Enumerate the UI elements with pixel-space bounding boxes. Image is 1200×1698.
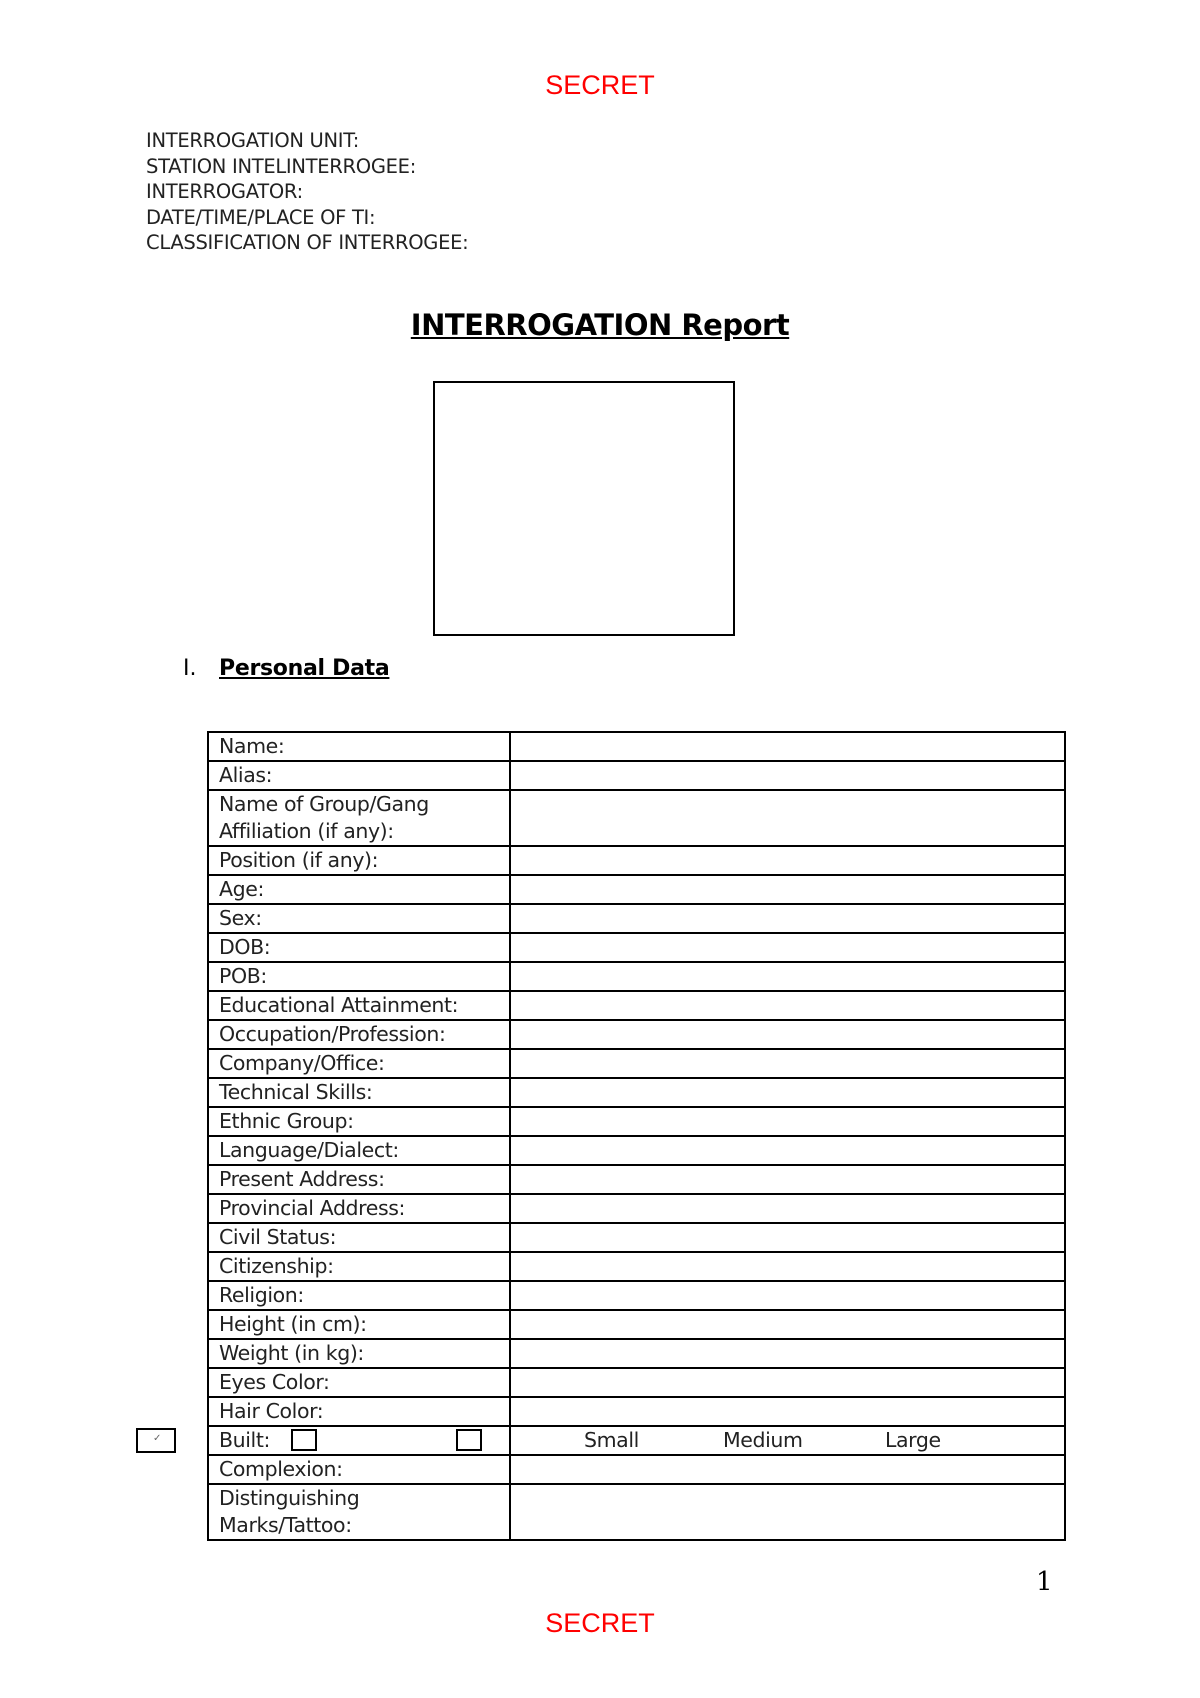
built-label-cell (208, 1426, 510, 1455)
label-age: Age: (208, 875, 510, 904)
header-field-station: STATION INTELINTERROGEE: (146, 154, 416, 178)
value-marks[interactable] (510, 1484, 1065, 1540)
built-options-cell (510, 1426, 1065, 1455)
value-dob[interactable] (510, 933, 1065, 962)
label-ethnic: Ethnic Group: (208, 1107, 510, 1136)
classification-top: SECRET (545, 70, 655, 100)
value-name[interactable] (510, 732, 1065, 761)
table-row (208, 1049, 1065, 1078)
header-field-classification: CLASSIFICATION OF INTERROGEE: (146, 231, 469, 254)
table-row (208, 1368, 1065, 1397)
label-present-address: Present Address: (208, 1165, 510, 1194)
label-marks (208, 1484, 510, 1540)
value-sex[interactable] (510, 904, 1065, 933)
label-citizenship: Citizenship: (208, 1252, 510, 1281)
table-row (208, 1397, 1065, 1426)
label-group-line2: Affiliation (if any): (219, 819, 394, 843)
label-dob: DOB: (208, 933, 510, 962)
header-field-unit: INTERROGATION UNIT: (146, 129, 359, 152)
page-title: INTERROGATION Report (410, 308, 790, 342)
photo-box (433, 381, 735, 636)
table-row (208, 846, 1065, 875)
label-marks-line1: Distinguishing (219, 1486, 360, 1510)
label-education: Educational Attainment: (208, 991, 510, 1020)
table-row (208, 1223, 1065, 1252)
value-eyes[interactable] (510, 1368, 1065, 1397)
section-title: Personal Data (219, 656, 390, 681)
value-citizenship[interactable] (510, 1252, 1065, 1281)
table-row (208, 1252, 1065, 1281)
table-row (208, 761, 1065, 790)
table-row (208, 1078, 1065, 1107)
table-row (208, 1426, 1065, 1455)
label-alias: Alias: (208, 761, 510, 790)
table-row (208, 1484, 1065, 1540)
header-field-datetime: DATE/TIME/PLACE OF TI: (146, 205, 376, 229)
checkmark-icon: ✓ (153, 1433, 162, 1444)
page-number: 1 (1036, 1567, 1053, 1597)
table-row (208, 904, 1065, 933)
table-row (208, 1310, 1065, 1339)
built-option-large[interactable]: Large (885, 1428, 941, 1452)
label-skills: Technical Skills: (208, 1078, 510, 1107)
label-group-line1: Name of Group/Gang (219, 792, 429, 816)
value-alias[interactable] (510, 761, 1065, 790)
table-row (208, 1136, 1065, 1165)
value-hair[interactable] (510, 1397, 1065, 1426)
table-row (208, 933, 1065, 962)
value-language[interactable] (510, 1136, 1065, 1165)
label-sex: Sex: (208, 904, 510, 933)
value-height[interactable] (510, 1310, 1065, 1339)
header-field-interrogator: INTERROGATOR: (146, 180, 303, 203)
value-present-address[interactable] (510, 1165, 1065, 1194)
label-civil-status: Civil Status: (208, 1223, 510, 1252)
value-weight[interactable] (510, 1339, 1065, 1368)
label-name: Name: (208, 732, 510, 761)
label-religion: Religion: (208, 1281, 510, 1310)
value-religion[interactable] (510, 1281, 1065, 1310)
table-row (208, 732, 1065, 761)
value-education[interactable] (510, 991, 1065, 1020)
value-group[interactable] (510, 790, 1065, 846)
personal-data-table (207, 731, 1066, 1541)
built-checkbox-b[interactable] (456, 1429, 482, 1451)
table-row (208, 875, 1065, 904)
table-row (208, 1107, 1065, 1136)
label-eyes: Eyes Color: (208, 1368, 510, 1397)
label-hair: Hair Color: (208, 1397, 510, 1426)
table-row (208, 1455, 1065, 1484)
built-option-medium[interactable]: Medium (723, 1428, 803, 1452)
value-ethnic[interactable] (510, 1107, 1065, 1136)
label-language: Language/Dialect: (208, 1136, 510, 1165)
table-row (208, 1020, 1065, 1049)
value-pob[interactable] (510, 962, 1065, 991)
label-height: Height (in cm): (208, 1310, 510, 1339)
table-row (208, 1165, 1065, 1194)
value-civil-status[interactable] (510, 1223, 1065, 1252)
label-pob: POB: (208, 962, 510, 991)
value-occupation[interactable] (510, 1020, 1065, 1049)
label-marks-line2: Marks/Tattoo: (219, 1513, 352, 1537)
built-checkbox-a[interactable] (291, 1429, 317, 1451)
value-provincial-address[interactable] (510, 1194, 1065, 1223)
label-group (208, 790, 510, 846)
margin-checkbox[interactable] (136, 1428, 176, 1453)
value-age[interactable] (510, 875, 1065, 904)
header-fields (146, 128, 468, 256)
value-company[interactable] (510, 1049, 1065, 1078)
value-position[interactable] (510, 846, 1065, 875)
label-built: Built: (219, 1428, 270, 1452)
value-skills[interactable] (510, 1078, 1065, 1107)
label-weight: Weight (in kg): (208, 1339, 510, 1368)
label-complexion: Complexion: (208, 1455, 510, 1484)
table-row (208, 790, 1065, 846)
value-complexion[interactable] (510, 1455, 1065, 1484)
table-row (208, 1339, 1065, 1368)
table-row (208, 1281, 1065, 1310)
table-row (208, 962, 1065, 991)
table-row (208, 1194, 1065, 1223)
table-row (208, 991, 1065, 1020)
label-position: Position (if any): (208, 846, 510, 875)
label-company: Company/Office: (208, 1049, 510, 1078)
label-provincial-address: Provincial Address: (208, 1194, 510, 1223)
section-number: I. (183, 656, 197, 681)
classification-bottom: SECRET (545, 1608, 655, 1638)
label-occupation: Occupation/Profession: (208, 1020, 510, 1049)
built-option-small[interactable]: Small (584, 1428, 639, 1452)
